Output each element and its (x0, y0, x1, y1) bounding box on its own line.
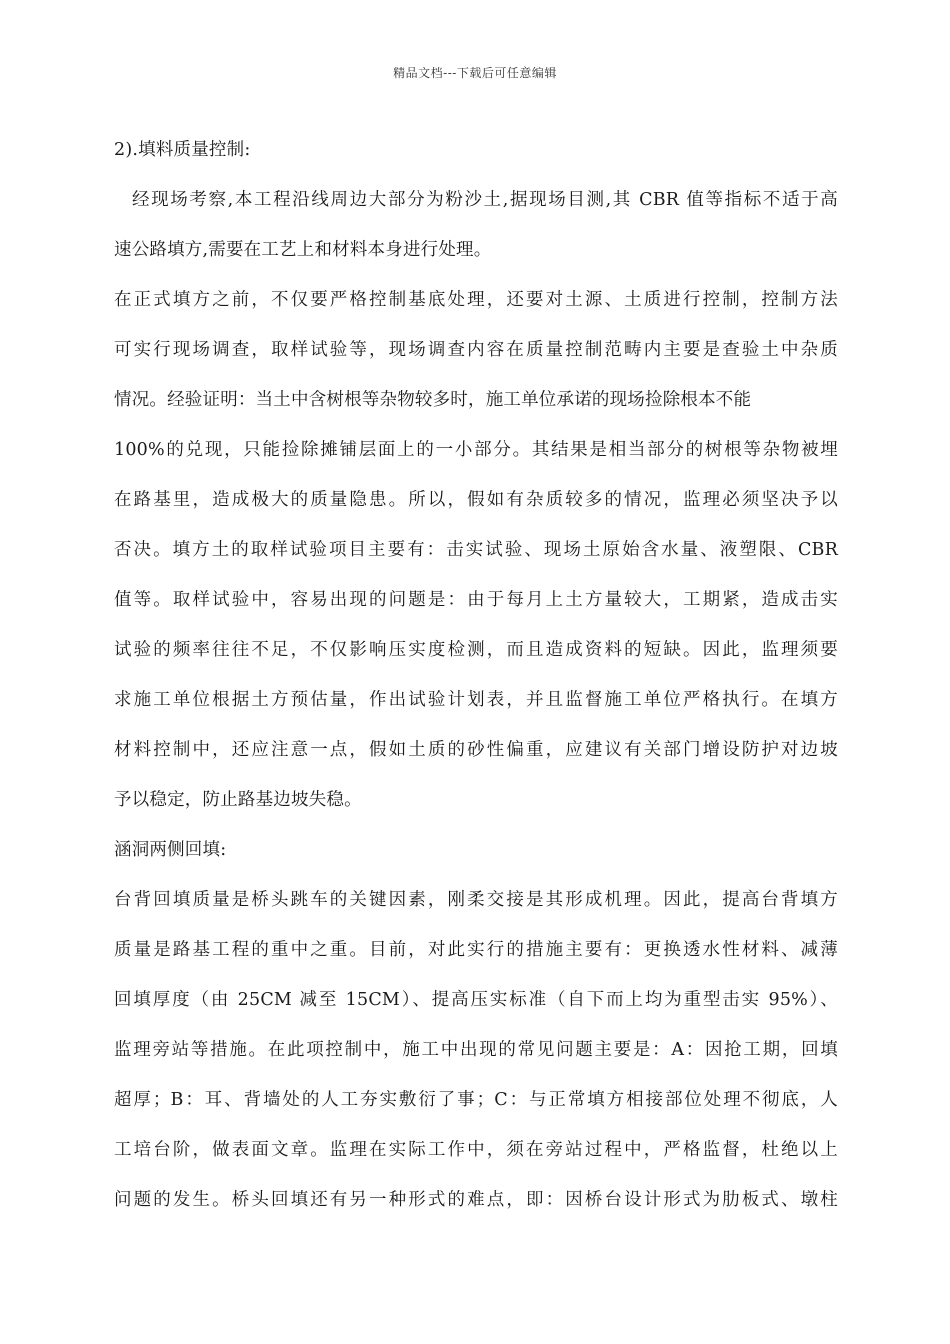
document-body (114, 130, 838, 1230)
text-line: 2).填料质量控制: (114, 140, 251, 160)
text-line: 值等。取样试验中，容易出现的问题是：由于每月上土方量较大，工期紧，造成击实 (114, 590, 838, 610)
text-line: 监理旁站等措施。在此项控制中，施工中出现的常见问题主要是：A：因抢工期，回填 (114, 1040, 838, 1060)
text-line: 超厚；B：耳、背墙处的人工夯实敷衍了事；C：与正常填方相接部位处理不彻底，人 (114, 1090, 838, 1110)
text-line: 问题的发生。桥头回填还有另一种形式的难点，即：因桥台设计形式为肋板式、墩柱 (114, 1190, 838, 1210)
text-line: 材料控制中，还应注意一点，假如土质的砂性偏重，应建议有关部门增设防护对边坡 (114, 740, 838, 760)
text-line: 在正式填方之前，不仅要严格控制基底处理，还要对土源、土质进行控制，控制方法 (114, 290, 838, 310)
text-line: 可实行现场调查，取样试验等，现场调查内容在质量控制范畴内主要是查验土中杂质 (114, 340, 838, 360)
text-line: 予以稳定，防止路基边坡失稳。 (114, 790, 362, 810)
text-line: 情况。经验证明：当土中含树根等杂物较多时，施工单位承诺的现场捡除根本不能 (114, 390, 752, 410)
text-line: 涵洞两侧回填: (114, 840, 227, 860)
text-line: 经现场考察,本工程沿线周边大部分为粉沙土,据现场目测,其 CBR 值等指标不适于高 (132, 190, 838, 210)
text-line: 求施工单位根据土方预估量，作出试验计划表，并且监督施工单位严格执行。在填方 (114, 690, 838, 710)
text-line: 质量是路基工程的重中之重。目前，对此实行的措施主要有：更换透水性材料、减薄 (114, 940, 838, 960)
text-line: 回填厚度（由 25CM 减至 15CM）、提高压实标准（自下而上均为重型击实 95%）、 (114, 990, 838, 1010)
text-line: 在路基里，造成极大的质量隐患。所以，假如有杂质较多的情况，监理必须坚决予以 (114, 490, 838, 510)
text-line: 否决。填方土的取样试验项目主要有：击实试验、现场土原始含水量、液塑限、CBR (114, 540, 838, 560)
page-header: 精品文档---下载后可任意编辑 (393, 66, 557, 80)
text-line: 速公路填方,需要在工艺上和材料本身进行处理。 (114, 240, 492, 260)
text-line: 台背回填质量是桥头跳车的关键因素，刚柔交接是其形成机理。因此，提高台背填方 (114, 890, 838, 910)
text-line: 100%的兑现，只能捡除摊铺层面上的一小部分。其结果是相当部分的树根等杂物被埋 (114, 440, 838, 460)
text-line: 工培台阶，做表面文章。监理在实际工作中，须在旁站过程中，严格监督，杜绝以上 (114, 1140, 838, 1160)
text-line: 试验的频率往往不足，不仅影响压实度检测，而且造成资料的短缺。因此，监理须要 (114, 640, 838, 660)
